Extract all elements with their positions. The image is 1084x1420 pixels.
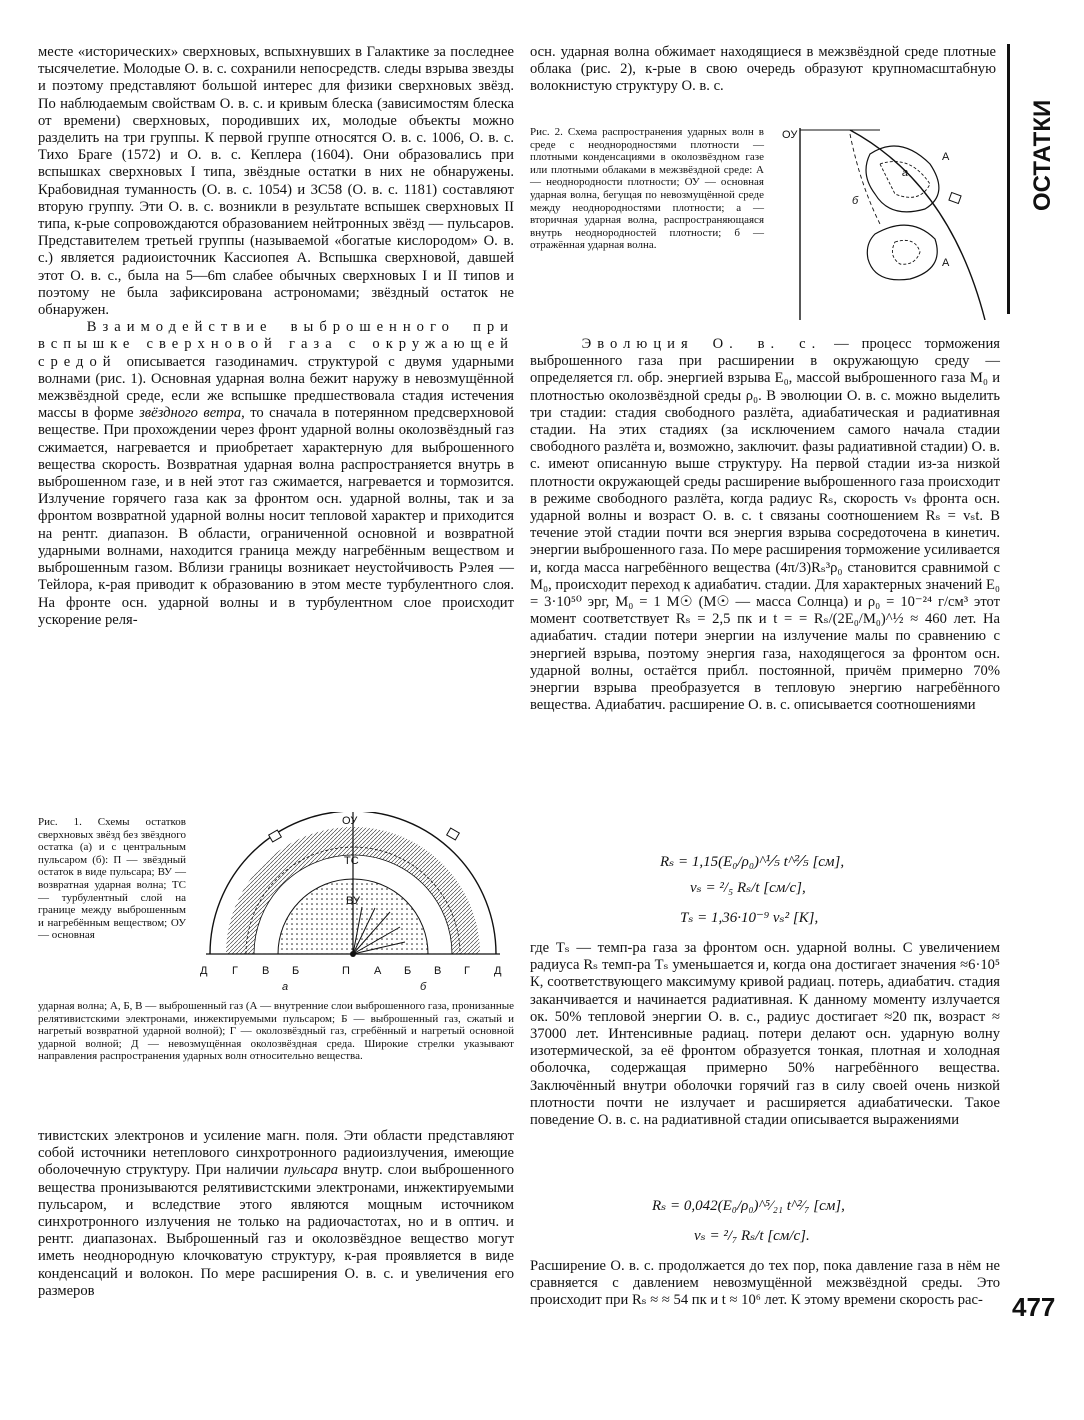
fig2-label-a-upper: А [942,151,950,163]
axis-letter: А [374,965,382,977]
text-run: тивистских электронов и усиление магн. поля. Эти области представляют собой источники нетеплового синхротронного радиоизлучения, имеющие оболочечную структуру. При наличии [38,1128,514,1179]
right-column-top [530,44,996,96]
axis-letter: П [342,965,350,977]
fig2-inner-cloud [892,240,920,264]
fig2-reflected-shock [850,134,880,224]
left-column [38,44,514,629]
sub-a: а [282,981,289,993]
fig2-diagram [780,124,1002,320]
paragraph-radiative: где Tₛ — темп-ра газа за фронтом осн. ударной волны. С увеличением радиуса Rₛ темп-ра Tₛ уменьшается и, когда она достигает значения ≈6·10⁵ К, соответствующего максимуму кривой радиац. потерь, адиабатич. стадия заканчивается и начинается радиативная. К данному моменту излучается ок. 50% тепловой энергии О. в. с., радиус достигает ≈20 пк, возраст ≈ 37000 лет. Интенсивные радиац. потери делают осн. ударную волну изотермической, за её фронтом образуется тонкая, плотная и холодная оболочка, содержащая примерно 50% нагребённого вещества. Заключённый внутри оболочки горячий газ в силу своей очень низкой плотности почти не излучает и расширяется адиабатически. Такое поведение О. в. с. на радиативной стадии описывается выражениями [530,940,1000,1129]
fig1-caption-bottom: ударная волна; А, Б, В — выброшенный газ (А — внутренние слои выброшенного газа, пронизанные релятивистскими электронами, инжектируемыми пульсаром; Б — выброшенный газ, сжатый и нагретый возвратной ударной волной); Г — околозвёздный газ, сгребённый и нагретый основной ударной волной; Д — невозмущённая околозвёздная среда. Широкие стрелки указывают направления распространения ударных волн относительно вещества. [38,1000,514,1063]
paragraph-interaction [38,319,514,629]
page-number: 477 [1012,1292,1056,1322]
fig2-caption: Рис. 2. Схема распространения ударных волн в среде с неоднородностями плотности — плотными конденсациями в околозвёздном газе или плотными облаками в межзвёздной среде: А — неоднородности плотности; ОУ — основная ударная волна, бегущая по невозмущённой среде между неоднородностями плотности; а — вторичная ударная волна, распространяющаяся внутрь неоднородностей плотности; б — отражённая ударная волна. [530,126,764,252]
fig2-main-shock-arc [850,130,985,320]
axis-letter: Б [404,965,412,977]
axis-letter: В [262,965,270,977]
spaced-heading-evolution: Эволюция О. в. с. [581,336,822,352]
fig2-label-ou: ОУ [782,129,798,141]
axis-letter: Г [232,965,238,977]
label-ts: ТС [344,855,359,867]
axis-letter: Г [464,965,470,977]
formula-velocity-adiabatic: vₛ = ²/₅ Rₛ/t [см/с], [690,880,806,896]
label-vu: ВУ [346,895,360,907]
text-run: описывается газодинамич. структурой с двумя ударными волнами (рис. 1). Основная ударная волна бежит наружу в невозмущённой межзвёздной среде, если же вспышке предшествовала стадия истечения массы в форме [38,353,514,422]
arrow-outer-right [447,828,460,840]
formula-radius-radiative: Rₛ = 0,042(E₀/ρ₀)^⁵⁄₂₁ t^²⁄₇ [см], [652,1198,845,1214]
fig1-diagram [190,812,516,998]
axis-letters [200,965,502,977]
side-title-text: ОСТАТКИ [1029,99,1056,211]
axis-letter: Д [200,965,208,977]
paragraph-young-remnants: месте «исторических» сверхновых, вспыхнувших в Галактике за последнее тысячелетие. Молодые О. в. с. сохранили непосредств. следы взрыва звезды и поэтому представляют большой интерес для физики сверхновых звёзд. По наблюдаемым свойствам О. в. с. и кривым блеска (зависимостям блеска от времени) сверхновых, породивших их, молодые объекты можно разделить на три группы. К первой группе относятся О. в. с. 1006, О. в. с. Тихо Браге (1572) и О. в. с. Кеплера (1604). Они образовались при вспышках сверхновых I типа, звёздные остатки в них не обнаружены. Крабовидная туманность (О. в. с. 1054) и 3С58 (О. в. с. 1181) составляют вторую группу. Эти О. в. с. возникли в результате вспышек сверхновых II типа, к-рые сопровождаются образованием нейтронных звёзд — пульсаров. Представителем третьей группы (называемой «богатые кислородом» О. в. с.) является радиоисточник Кассиопея А. Вспышка сверхновой, давшей этот О. в. с., была на 5—6m слабее обычных сверхновых I и II типов и поэтому не была зафиксирована астрономами; звёздный остаток не обнаружен. [38,44,514,319]
spaced-heading-interaction: Взаимодействие выброшенного при вспышке сверхновой газа с окружающей средой [38,319,514,370]
left-column-bottom [38,1128,514,1300]
axis-letter: Д [494,965,502,977]
formula-radius-adiabatic: Rₛ = 1,15(E₀/ρ₀)^⅕ t^⅖ [см], [660,854,845,870]
paragraph-clouds: осн. ударная волна обжимает находящиеся в межзвёздной среде плотные облака (рис. 2), к-рые в свою очередь образуют крупномасштабную волокнистую структуру О. в. с. [530,44,996,95]
right-column-end [530,1258,1000,1310]
axis-letter: Б [292,965,300,977]
fig2-cloud-lower [867,225,937,280]
right-column-mid [530,940,1000,1129]
paragraph-relativistic [38,1128,514,1300]
fig1-caption-side: Рис. 1. Схемы остатков сверхновых звёзд без звёздного остатка (а) и с центральным пульсаром (б): П — звёздный остаток в виде пульсара; ВУ — возвратная ударная волна; ТС — турбулентный слой на границе между выброшенным и нагребённым веществом; ОУ — основная [38,816,186,942]
text-run: внутр. слои выброшенного вещества пронизываются релятивистскими электронами, инжектируемыми пульсаром, и вследствие этого являются мощным источником синхротронного излучения не только на радиочастотах, но и в оптич. и рентг. диапазонах. Выброшенный газ и околозвёздное вещество могут иметь неоднородную клочковатую структуру, к-рая проявляется в виде конденсаций и волокон. По мере расширения О. в. с. и увеличения его размеров [38,1162,514,1299]
fig2-label-a-small: а [902,167,909,179]
text-run: , то сначала в потерянном предсверхновой веществе. При прохождении через фронт ударной волны околозвёздный газ сжимается, нагревается и приобретает характерную для выброшенного вещества скорость. Возвратная ударная волна распространяется внутрь в выброшенном газе, и в ней этот газ сжимается, нагревается и тормозится. Излучение горячего газа как за фронтом осн. ударной волны, так и за фронтом возвратной ударной волны носит тепловой характер и приходится на рентг. диапазон. В области, ограниченной основной и возвратной ударными волнами, находится граница между нагребённым веществом и выброшенным газом. Вблизи границы возникает неустойчивость Рэлея — Тейлора, к-рая приводит к образованию в этом месте турбулентного слоя. На фронте осн. ударной волны и в турбулентном слое происходит ускорение реля- [38,405,514,628]
fig2-label-a-lower: А [942,257,950,269]
paragraph-evolution [530,336,1000,714]
fig2-label-b-small: б [852,195,859,207]
sub-b: б [420,981,427,993]
formula-temperature: Tₛ = 1,36·10⁻⁹ vₛ² [К], [680,910,819,926]
link-stellar-wind[interactable]: звёздного ветра [139,405,242,422]
text-run: — процесс торможения выброшенного газа при расширении в окружающую среду — определяется гл. обр. энергией взрыва E₀, массой выброшенного газа M₀ и плотностью околозвёздной среды ρ₀. В эволюции О. в. с. можно выделить три стадии: стадия свободного разлёта, адиабатическая и радиативная стадии. На этих стадиях (за исключением самого начала стадии свободного разлёта и, возможно, заключит. фазы радиативной стадии) О. в. с. имеют описанную выше структуру. На первой стадии из-за низкой плотности окружающей среды расширение выброшенного газа происходит в режиме свободного разлёта, когда радиус Rₛ, скорость vₛ фронта осн. ударной волны и возраст О. в. с. t связаны соотношением Rₛ = vₛt. В течение этой стадии почти вся энергия взрыва сосредоточена в кинетич. энергии выброшенного газа. По мере расширения торможение усиливается и, когда масса нагребённого вещества (4π/3)Rₛ³ρ₀ становится сравнимой с M₀, происходит переход к адиабатич. стадии. Для характерных значений E₀ = 3·10⁵⁰ эрг, M₀ = 1 M☉ (M☉ — масса Солнца) и ρ₀ = 10⁻²⁴ г/см³ этот момент соответствует Rₛ = 2,5 пк и t = = Rₛ/(2E₀/M₀)^½ ≈ 460 лет. На адиабатич. стадии потери энергии на излучение малы по сравнению с энергией взрыва, поэтому энергия газа, находящегося за фронтом осн. ударной волны, остаётся прибл. постоянной, причём примерно 70% энергии взрыва преобразуется в тепловую энергию нагребённого вещества. Адиабатич. расширение О. в. с. описывается соотношениями [530,336,1000,714]
axis-letter: В [434,965,442,977]
formula-velocity-radiative: vₛ = ²/₇ Rₛ/t [см/с]. [694,1228,810,1244]
link-pulsar[interactable]: пульсара [283,1162,339,1179]
side-title [1020,46,1060,216]
side-rule [1007,44,1010,314]
right-column-main [530,336,1000,714]
label-ou: ОУ [342,815,358,827]
fig2-arrow [949,193,961,204]
paragraph-expansion-end: Расширение О. в. с. продолжается до тех пор, пока давление газа в нём не сравняется с давлением невозмущённой межзвёздной среды. Это происходит при Rₛ ≈ ≈ 54 пк и t ≈ 10⁶ лет. К этому времени скорость рас- [530,1258,1000,1309]
